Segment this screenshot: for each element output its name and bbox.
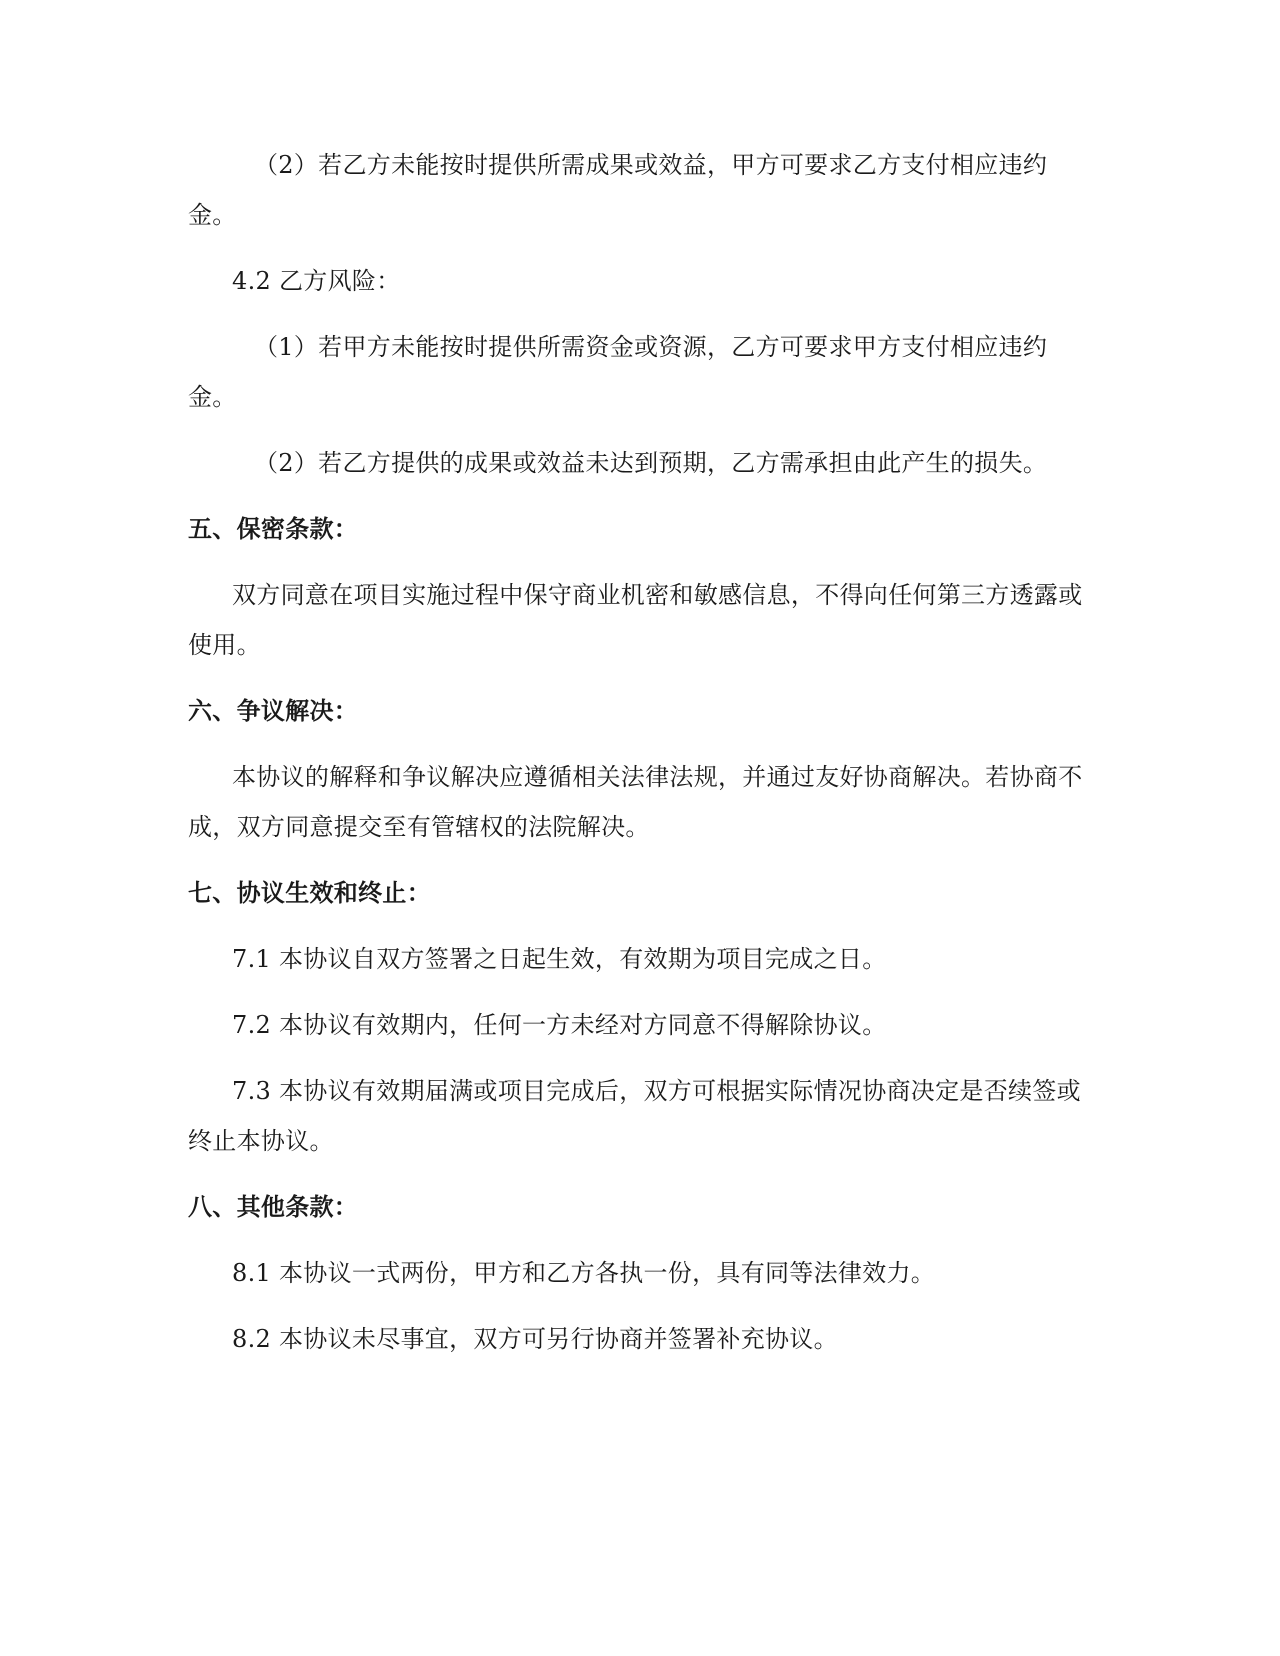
section-heading-6: 六、争议解决： [188,697,359,725]
clause-7-2: 7.2 本协议有效期内，任何一方未经对方同意不得解除协议。 [232,1011,887,1039]
section-5-body: 双方同意在项目实施过程中保守商业机密和敏感信息，不得向任何第三方透露或使用。 [188,581,1083,659]
clause-4-2-title: 4.2 乙方风险： [232,267,401,295]
clause-8-1: 8.1 本协议一式两份，甲方和乙方各执一份，具有同等法律效力。 [232,1259,936,1287]
section-heading-7: 七、协议生效和终止： [188,879,431,907]
clause-7-3: 7.3 本协议有效期届满或项目完成后，双方可根据实际情况协商决定是否续签或终止本协议。 [188,1077,1081,1155]
section-6-body: 本协议的解释和争议解决应遵循相关法律法规，并通过友好协商解决。若协商不成，双方同意提交至有管辖权的法院解决。 [188,763,1083,841]
document-body [188,140,1088,1380]
clause-4-2-1: （1）若甲方未能按时提供所需资金或资源，乙方可要求甲方支付相应违约金。 [188,333,1048,411]
clause-4-2-2: （2）若乙方提供的成果或效益未达到预期，乙方需承担由此产生的损失。 [254,449,1048,477]
section-heading-8: 八、其他条款： [188,1193,359,1221]
section-heading-5: 五、保密条款： [188,515,359,543]
clause-7-1: 7.1 本协议自双方签署之日起生效，有效期为项目完成之日。 [232,945,887,973]
clause-8-2: 8.2 本协议未尽事宜，双方可另行协商并签署补充协议。 [232,1325,838,1353]
clause-4-1-2: （2）若乙方未能按时提供所需成果或效益，甲方可要求乙方支付相应违约金。 [188,151,1048,229]
